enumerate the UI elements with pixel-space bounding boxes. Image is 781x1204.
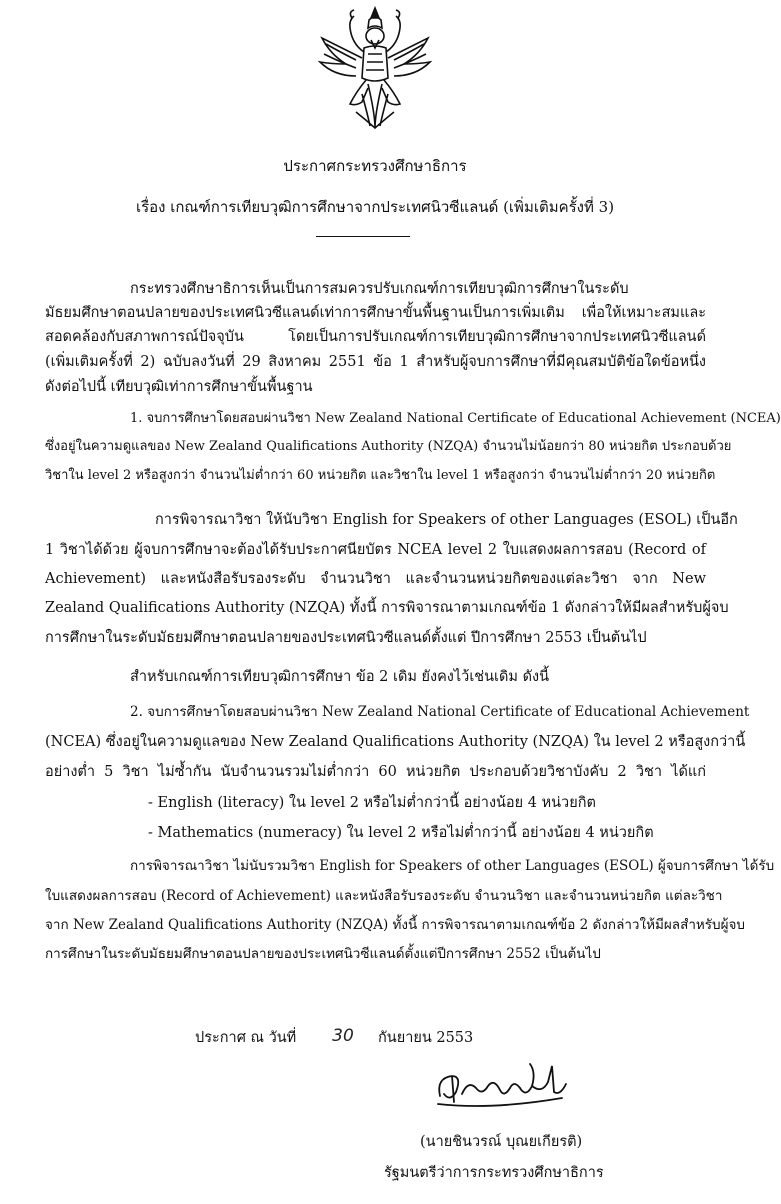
criterion2-note: สำหรับเกณฑ์การเทียบวุฒิการศึกษา ข้อ 2 เดิม ยังคงไว้เช่นเดิม ดังนี้ [130, 669, 549, 685]
mandatory-subject: - Mathematics (numeracy) ใน level 2 หรือไม่ต่ำกว่านี้ อย่างน้อย 4 หน่วยกิต [148, 825, 654, 841]
header-divider [316, 236, 410, 237]
item1-line: ซึ่งอยู่ในความดูแลของ New Zealand Qualifications Authority (NZQA) จำนวนไม่น้อยกว่า 80 หน่วยกิต ประกอบด้วย [45, 439, 732, 454]
item2-consideration-line: การพิจารณาวิชา ไม่นับรวมวิชา English for Speakers of other Languages (ESOL) ผู้จบการศึกษา ได้รับ [130, 858, 775, 874]
item1-consideration-line: 1 วิชาได้ด้วย ผู้จบการศึกษาจะต้องได้รับประกาศนียบัตร NCEA level 2 ใบแสดงผลการสอบ (Record of [45, 542, 706, 558]
mandatory-subject: - English (literacy) ใน level 2 หรือไม่ต่ำกว่านี้ อย่างน้อย 4 หน่วยกิต [148, 795, 596, 811]
item2-consideration-line: การศึกษาในระดับมัธยมศึกษาตอนปลายของประเทศนิวซีแลนด์ตั้งแต่ปีการศึกษา 2552 เป็นต้นไป [45, 946, 601, 962]
item1-consideration-line: การพิจารณาวิชา ให้นับวิชา English for Speakers of other Languages (ESOL) เป็นอีก [155, 512, 738, 528]
intro-line: ดังต่อไปนี้ เทียบวุฒิเท่าการศึกษาขั้นพื้นฐาน [45, 379, 313, 395]
item1-line: 1. จบการศึกษาโดยสอบผ่านวิชา New Zealand National Certificate of Educational Achievement (NCEA) [130, 411, 781, 426]
announcement-month-year: กันยายน 2553 [378, 1030, 474, 1046]
intro-line: สอดคล้องกับสภาพการณ์ปัจจุบัน โดยเป็นการปรับเกณฑ์การเทียบวุฒิการศึกษาจากประเทศนิวซีแลนด์ [45, 329, 706, 345]
item2-consideration-line: จาก New Zealand Qualifications Authority (NZQA) ทั้งนี้ การพิจารณาตามเกณฑ์ข้อ 2 ดังกล่าวให้มีผลสำหรับผู้จบ [45, 917, 746, 933]
subject-title: เรื่อง เกณฑ์การเทียบวุฒิการศึกษาจากประเทศนิวซีแลนด์ (เพิ่มเติมครั้งที่ 3) [135, 198, 615, 216]
item1-consideration-line: Achievement) และหนังสือรับรองระดับ จำนวนวิชา และจำนวนหน่วยกิตของแต่ละวิชา จาก New [45, 571, 706, 587]
signatory-name: (นายชินวรณ์ บุณยเกียรติ) [420, 1134, 583, 1150]
item2-consideration-line: ใบแสดงผลการสอบ (Record of Achievement) และหนังสือรับรองระดับ จำนวนวิชา และจำนวนหน่วยกิต แต่ละวิชา [45, 888, 723, 904]
item2-line: (NCEA) ซึ่งอยู่ในความดูแลของ New Zealand Qualifications Authority (NZQA) ใน level 2 หรือสูงกว่านี้ [45, 734, 746, 750]
intro-line: กระทรวงศึกษาธิการเห็นเป็นการสมควรปรับเกณฑ์การเทียบวุฒิการศึกษาในระดับ [130, 281, 629, 297]
intro-line: มัธยมศึกษาตอนปลายของประเทศนิวซีแลนด์เท่าการศึกษาขั้นพื้นฐานเป็นการเพิ่มเติม เพื่อให้เหมาะสมและ [45, 305, 706, 321]
item1-consideration-line: Zealand Qualifications Authority (NZQA) ทั้งนี้ การพิจารณาตามเกณฑ์ข้อ 1 ดังกล่าวให้มีผลสำหรับผู้จบ [45, 600, 729, 616]
handwritten-signature-icon [432, 1058, 572, 1120]
item1-line: วิชาใน level 2 หรือสูงกว่า จำนวนไม่ต่ำกว่า 60 หน่วยกิต และวิชาใน level 1 หรือสูงกว่า จำนวนไม่ต่ำกว่า 20 หน่วยกิต [45, 468, 716, 483]
announcement-prefix: ประกาศ ณ วันที่ [195, 1030, 297, 1046]
item2-line: อย่างต่ำ 5 วิชา ไม่ซ้ำกัน นับจำนวนรวมไม่ต่ำกว่า 60 หน่วยกิต ประกอบด้วยวิชาบังคับ 2 วิชา ได้แก่ [45, 764, 706, 780]
item2-line: 2. จบการศึกษาโดยสอบผ่านวิชา New Zealand National Certificate of Educational Achievement [130, 704, 750, 720]
signatory-position: รัฐมนตรีว่าการกระทรวงศึกษาธิการ [384, 1165, 604, 1181]
announcement-day: 30 [332, 1026, 354, 1046]
intro-line: (เพิ่มเติมครั้งที่ 2) ฉบับลงวันที่ 29 สิงหาคม 2551 ข้อ 1 สำหรับผู้จบการศึกษาที่มีคุณสมบัติข้อใดข้อหนึ่ง [45, 354, 706, 370]
garuda-emblem-icon [316, 4, 434, 132]
issuer-title: ประกาศกระทรวงศึกษาธิการ [283, 157, 467, 175]
item1-consideration-line: การศึกษาในระดับมัธยมศึกษาตอนปลายของประเทศนิวซีแลนด์ตั้งแต่ ปีการศึกษา 2553 เป็นต้นไป [45, 630, 647, 646]
